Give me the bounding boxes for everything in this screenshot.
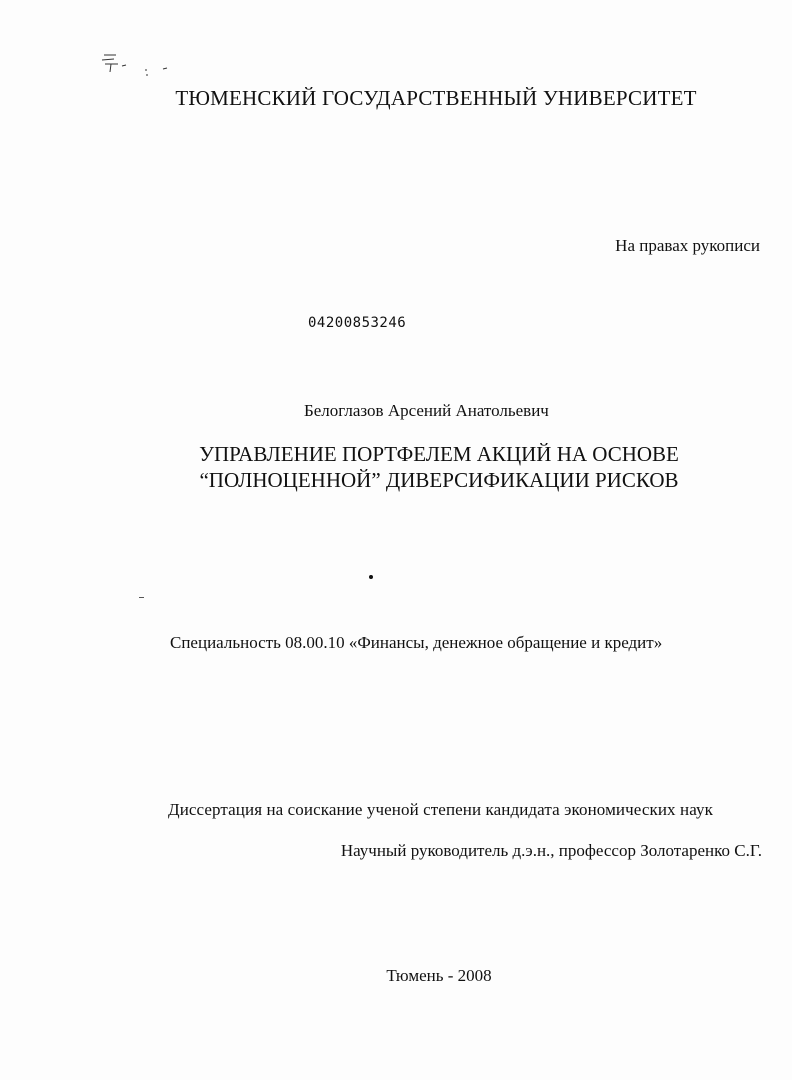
city-year: Тюмень - 2008 <box>386 966 492 985</box>
scan-dash <box>139 597 144 598</box>
dissertation-title <box>194 441 684 493</box>
scan-dot <box>369 575 373 579</box>
title-line-1: УПРАВЛЕНИЕ ПОРТФЕЛЕМ АКЦИЙ НА ОСНОВЕ <box>199 442 679 466</box>
author-name: Белоглазов Арсений Анатольевич <box>304 401 549 420</box>
title-line-2: “ПОЛНОЦЕННОЙ” ДИВЕРСИФИКАЦИИ РИСКОВ <box>199 468 679 492</box>
specialty-line: Специальность 08.00.10 «Финансы, денежное обращение и кредит» <box>170 633 663 652</box>
scan-artifact-icon <box>100 52 170 78</box>
university-name: ТЮМЕНСКИЙ ГОСУДАРСТВЕННЫЙ УНИВЕРСИТЕТ <box>175 86 697 110</box>
supervisor-line: Научный руководитель д.э.н., профессор Золотаренко С.Г. <box>340 841 762 860</box>
manuscript-note: На правах рукописи <box>615 236 760 255</box>
dissertation-degree-line: Диссертация на соискание ученой степени кандидата экономических наук <box>168 800 713 819</box>
catalog-code: 04200853246 <box>308 315 407 331</box>
